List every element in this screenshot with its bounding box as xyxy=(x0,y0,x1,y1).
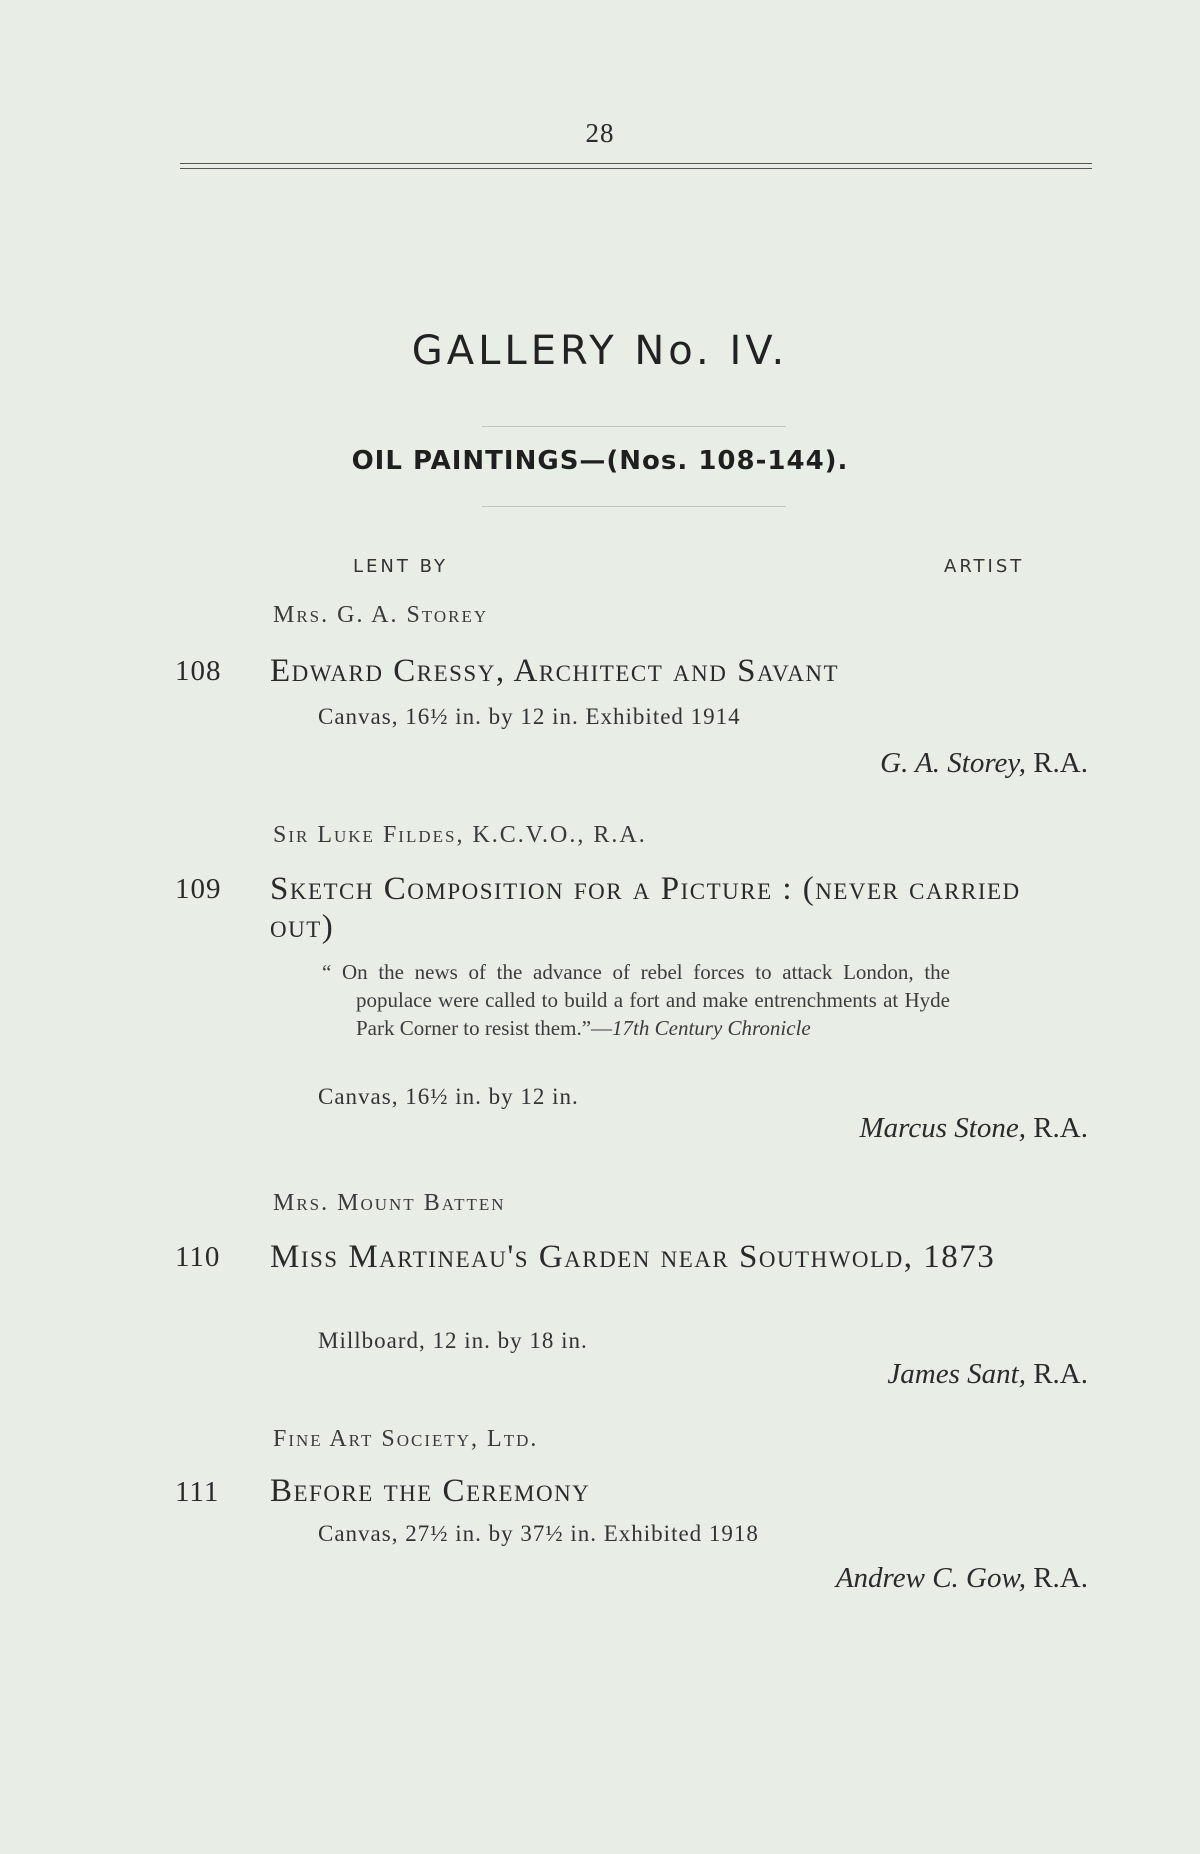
entry-number: 111 xyxy=(175,1476,220,1508)
entry-lender: Fine Art Society, Ltd. xyxy=(273,1426,539,1452)
entry-quote xyxy=(322,958,950,1042)
artist-header: ARTIST xyxy=(944,556,1025,577)
entry-title: Miss Martineau's Garden near Southwold, 1873 xyxy=(270,1239,996,1275)
entry-lender: Mrs. Mount Batten xyxy=(273,1190,506,1216)
entry-title: Sketch Composition for a Picture : (never carried out) xyxy=(270,871,1021,945)
entry-details: Canvas, 27½ in. by 37½ in. Exhibited 1918 xyxy=(318,1521,759,1546)
quote-source: 17th Century Chronicle xyxy=(612,1016,811,1040)
entry-lender: Mrs. G. A. Storey xyxy=(273,602,489,628)
entry-artist xyxy=(887,1358,1088,1391)
artist-name: G. A. Storey, xyxy=(880,747,1026,779)
page-number: 28 xyxy=(585,118,615,148)
entry-number: 110 xyxy=(175,1241,221,1273)
entry-details: Canvas, 16½ in. by 12 in. Exhibited 1914 xyxy=(318,704,741,729)
entry-title: Edward Cressy, Architect and Savant xyxy=(270,653,840,689)
entry-title: Before the Ceremony xyxy=(270,1473,591,1509)
entry-artist xyxy=(836,1562,1088,1595)
artist-suffix: R.A. xyxy=(1025,1112,1088,1144)
subtitle-rule-top xyxy=(482,426,786,427)
header-rule-top xyxy=(180,163,1092,164)
artist-suffix: R.A. xyxy=(1025,1562,1088,1594)
subtitle-rule-bottom xyxy=(482,506,786,507)
gallery-title: GALLERY No. IV. xyxy=(411,328,789,374)
entry-artist xyxy=(880,747,1088,780)
entry-details: Millboard, 12 in. by 18 in. xyxy=(318,1328,588,1353)
entry-lender: Sir Luke Fildes, K.C.V.O., R.A. xyxy=(273,822,647,848)
quote-text: “ On the news of the advance of rebel forces to attack London, the populace were called to build a fort and make entrenchments at Hyde Park Corner to resist them.”— xyxy=(322,960,950,1040)
artist-suffix: R.A. xyxy=(1025,1358,1088,1390)
entry-number: 108 xyxy=(175,655,222,687)
section-subtitle: OIL PAINTINGS—(Nos. 108-144). xyxy=(351,446,849,476)
artist-name: Andrew C. Gow, xyxy=(835,1562,1026,1594)
artist-suffix: R.A. xyxy=(1025,747,1088,779)
entry-number: 109 xyxy=(175,873,222,905)
header-rule-bottom xyxy=(180,168,1092,169)
entry-details: Canvas, 16½ in. by 12 in. xyxy=(318,1084,579,1109)
lent-by-header: LENT BY xyxy=(353,556,448,577)
artist-name: James Sant, xyxy=(887,1358,1026,1390)
entry-artist xyxy=(860,1112,1089,1145)
artist-name: Marcus Stone, xyxy=(859,1112,1026,1144)
